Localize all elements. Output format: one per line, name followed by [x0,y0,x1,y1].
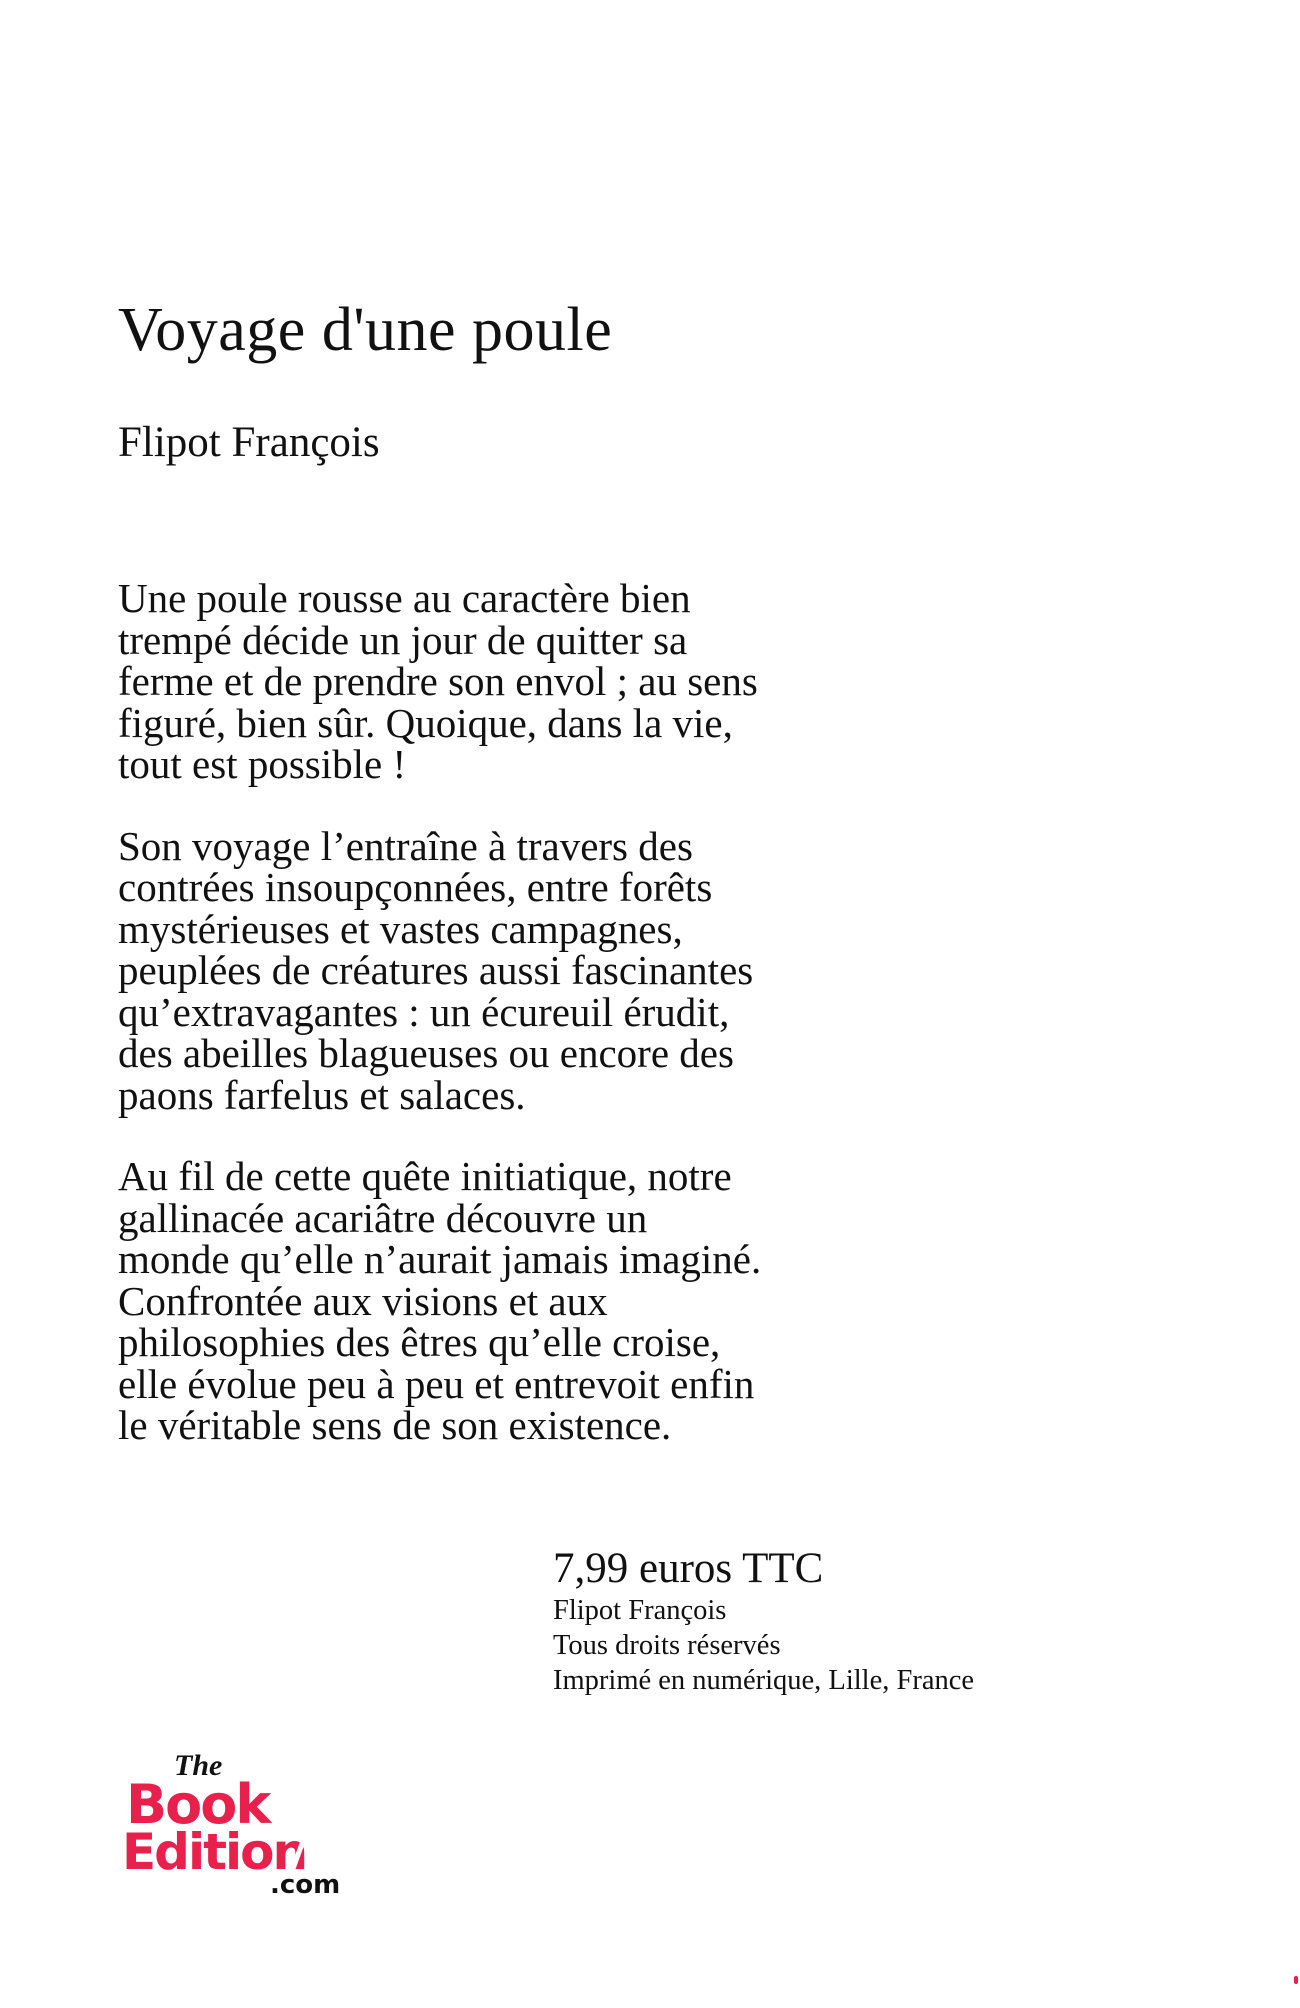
blurb-line: contrées insoupçonnées, entre forêts [118,864,713,910]
logo-dotcom-text: .com [270,1870,341,1895]
blurb-line: le véritable sens de son existence. [118,1402,672,1448]
blurb-line: Une poule rousse au caractère bien [118,575,691,621]
blurb-paragraph-2 [118,822,1018,1118]
publisher-logo [122,1745,362,1895]
colophon-author: Flipot François [553,1595,727,1626]
blurb-line: tout est possible ! [118,741,407,787]
blurb-line: mystérieuses et vastes campagnes, [118,905,683,952]
blurb-line: Son voyage l’entraîne à travers des [118,822,693,869]
colophon [553,1545,974,1698]
blurb-paragraph-3 [118,1153,1018,1448]
logo-the-text: The [174,1749,223,1782]
author-name: Flipot François [118,419,380,466]
blurb-line: qu’extravagantes : un écureuil érudit, [118,988,730,1035]
blurb [118,575,1018,1487]
blurb-line: peuplées de créatures aussi fascinantes [118,947,754,993]
logo-book-text: Book [126,1773,270,1836]
blurb-line: figuré, bien sûr. Quoique, dans la vie, [118,699,733,746]
logo-edition-text: Edition [122,1823,307,1881]
blurb-paragraph-1 [118,575,1018,787]
price-label: 7,99 euros TTC [553,1545,824,1592]
blurb-line: paons farfelus et salaces. [118,1071,526,1118]
blurb-line: Au fil de cette quête initiatique, notre [118,1153,732,1199]
blurb-line: monde qu’elle n’aurait jamais imaginé. [118,1236,762,1282]
blurb-line: Confrontée aux visions et aux [118,1277,608,1324]
edge-mark [1294,1976,1298,1984]
blurb-line: trempé décide un jour de quitter sa [118,616,688,663]
printing-info: Imprimé en numérique, Lille, France [553,1665,975,1696]
blurb-line: gallinacée acariâtre découvre un [118,1194,648,1241]
book-title: Voyage d'une poule [118,296,613,364]
rights-notice: Tous droits réservés [553,1630,781,1661]
blurb-line: ferme et de prendre son envol ; au sens [118,658,758,704]
blurb-line: philosophies des êtres qu’elle croise, [118,1319,721,1365]
blurb-line: elle évolue peu à peu et entrevoit enfin [118,1360,755,1407]
blurb-line: des abeilles blagueuses ou encore des [118,1030,734,1076]
